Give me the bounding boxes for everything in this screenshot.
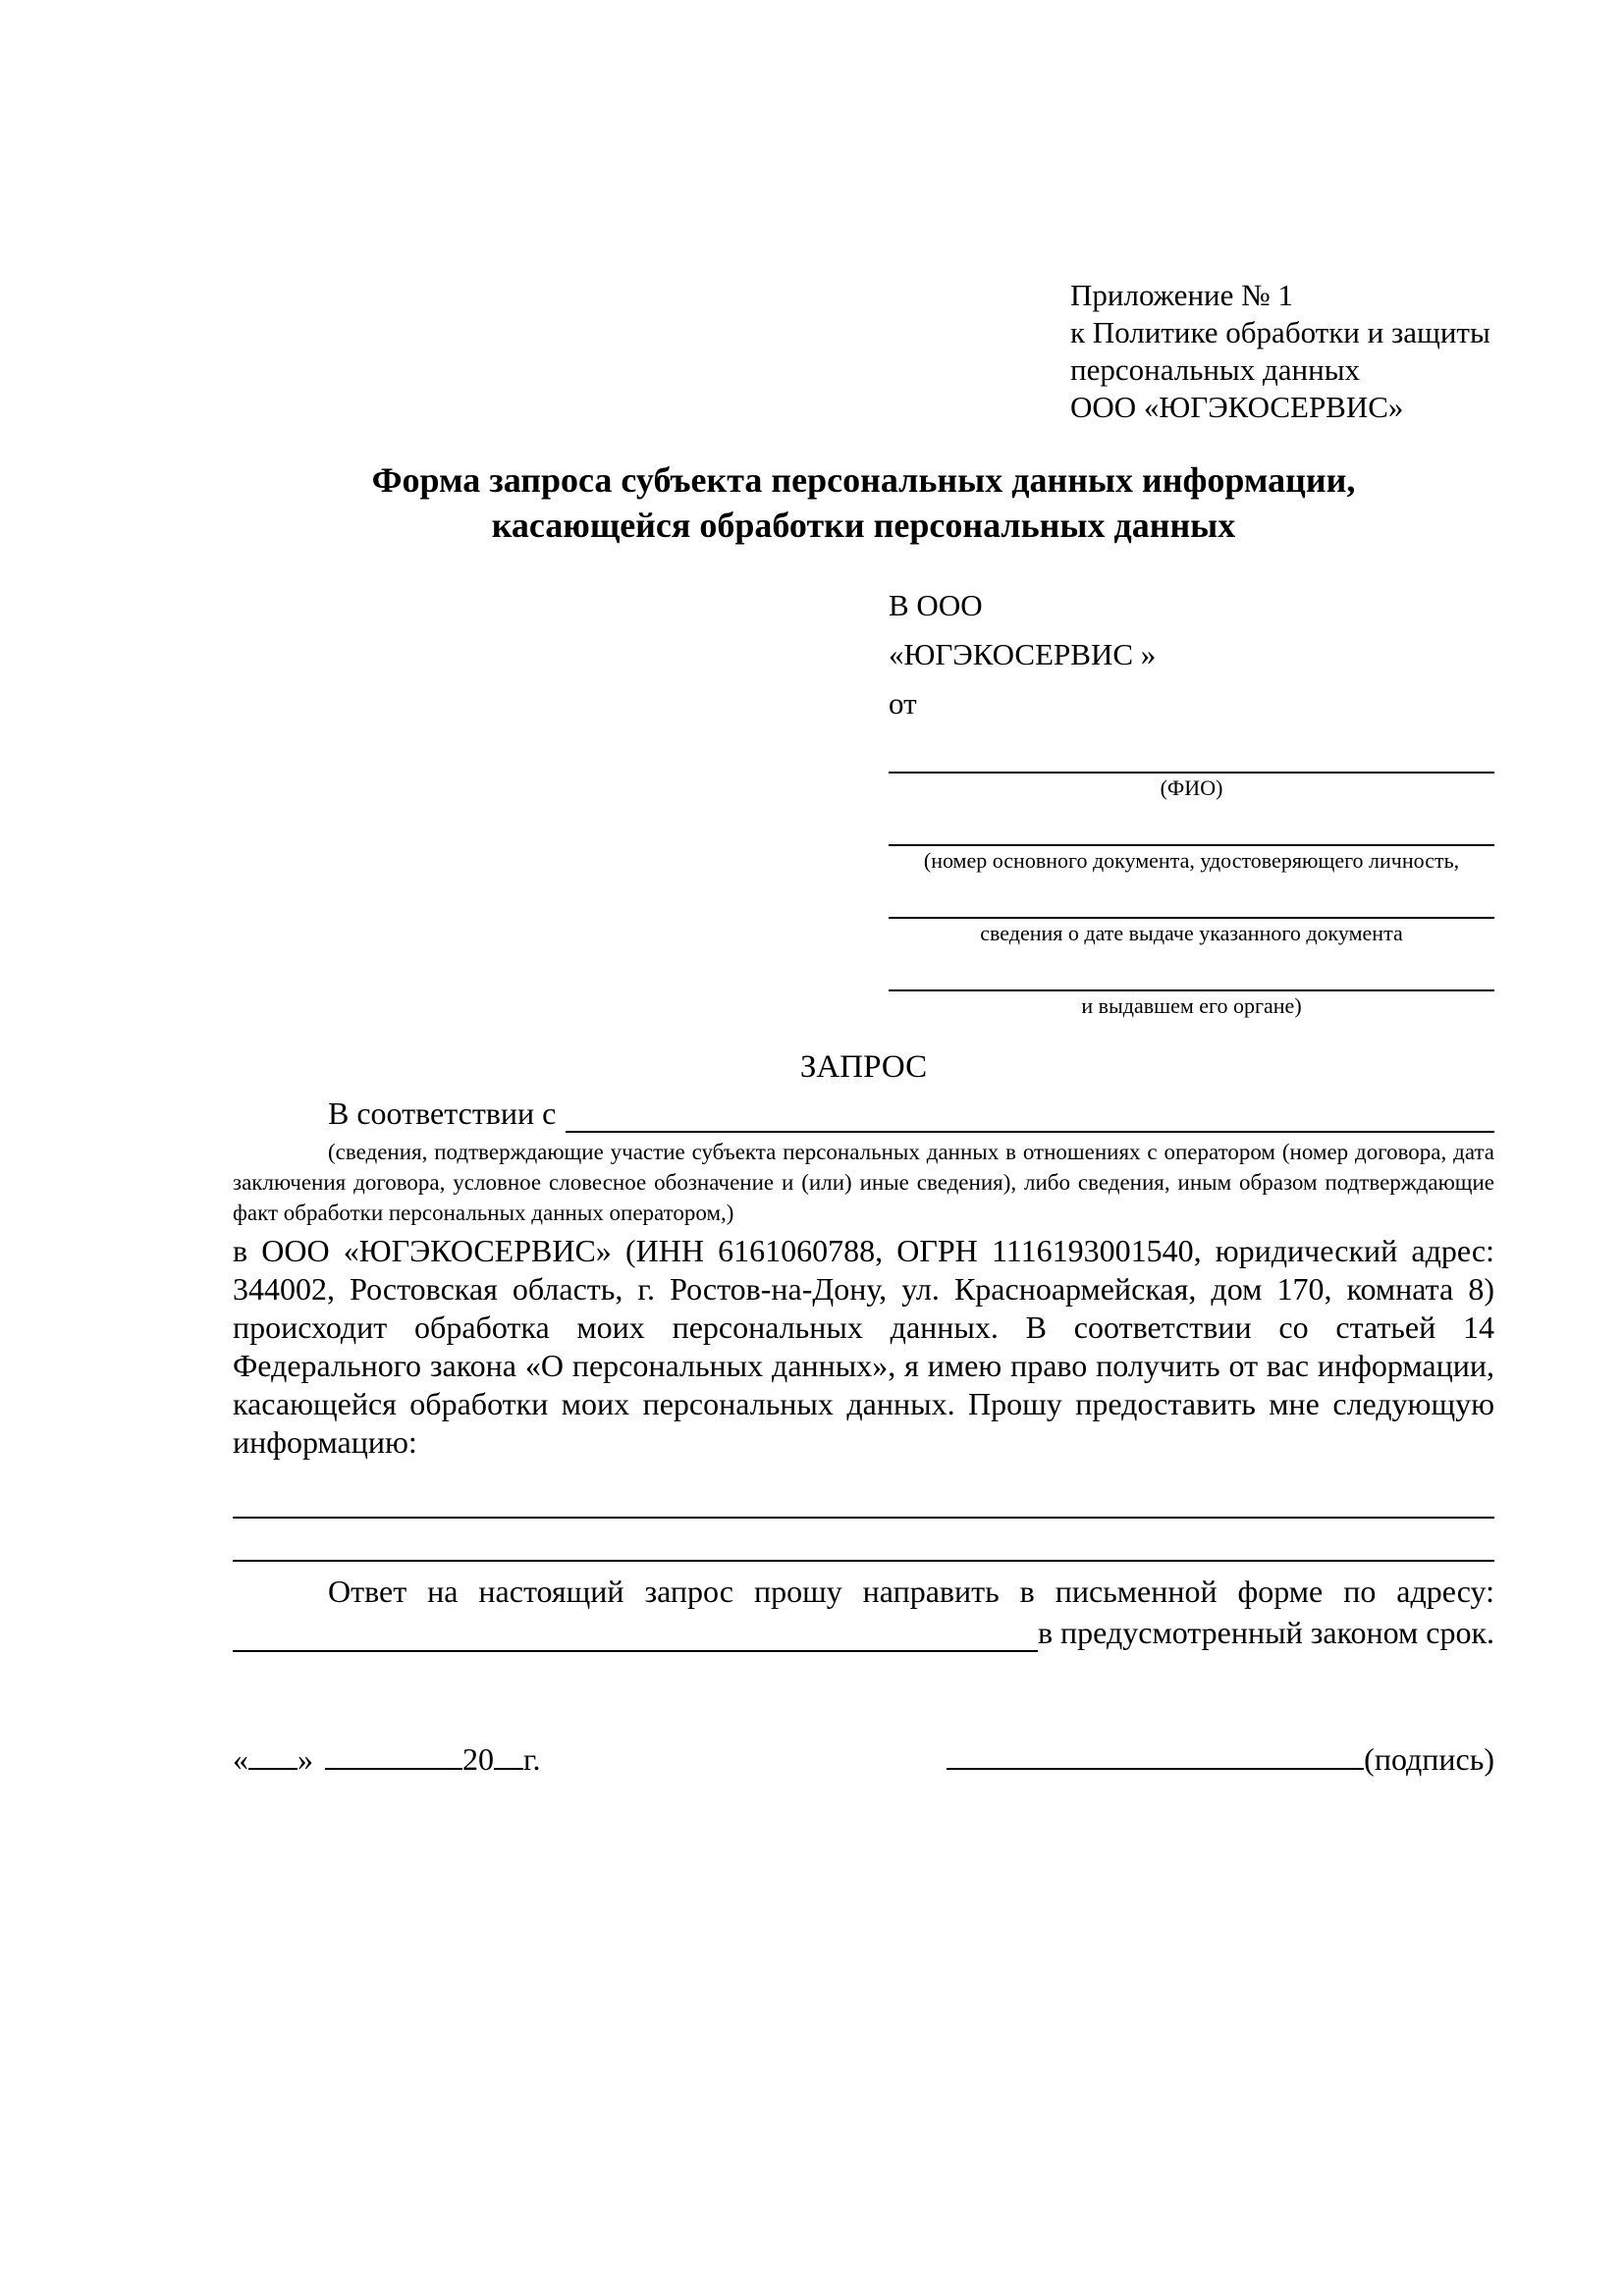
request-heading: ЗАПРОС [799, 1049, 928, 1085]
request-body: в ООО «ЮГЭКОСЕРВИС» (ИНН 6161060788, ОГРН 1116193001540, юридический адрес: 344002, Ростовская область, г. Ростов-на-Дону, ул. Красноармейская, дом 170, комната 8) происходит обработка моих персональных данных. В соответствии со статьей 14 Федерального закона «О персональных данных», я имею право получить от вас информации, касающейся обработки моих персональных данных. Прошу предоставить мне следующую информацию: [233, 1233, 1494, 1460]
request-note: (сведения, подтверждающие участие субъекта персональных данных в отношениях с оператором (номер договора, дата заключения договора, условное словесное обозначение и (или) иные сведения), либо сведения, иным образом подтверждающие факт обработки персональных данных оператором,) [233, 1140, 1494, 1225]
footer-row [233, 1738, 1494, 1779]
document-number-blank-line [889, 844, 1494, 846]
addressee-from-label: от [889, 686, 917, 721]
fio-caption: (ФИО) [1160, 775, 1223, 800]
date-year-suffix: г. [523, 1741, 541, 1777]
issue-date-caption: сведения о дате выдаче указанного документа [980, 921, 1403, 945]
appendix-line: к Политике обработки и защиты [1070, 315, 1490, 349]
date-quote-open: « [233, 1741, 248, 1777]
appendix-line: ООО «ЮГЭКОСЕРВИС» [1070, 390, 1404, 424]
basis-blank-line [566, 1131, 1494, 1133]
request-intro-row [233, 1094, 1494, 1133]
information-blank-line-2 [233, 1560, 1494, 1562]
signature-blank-line [947, 1738, 1364, 1770]
addressee-org-line2: «ЮГЭКОСЕРВИС » [889, 637, 1157, 671]
address-blank-line [233, 1650, 1038, 1652]
document-title-line1: Форма запроса субъекта персональных данных информации, [371, 460, 1356, 500]
appendix-line: персональных данных [1070, 352, 1361, 387]
date-year-prefix: 20 [462, 1741, 494, 1777]
issuing-authority-caption: и выдавшем его органе) [1081, 993, 1302, 1018]
document-content [233, 277, 1494, 1779]
date-quote-close: » [298, 1741, 313, 1777]
information-blank-line-1 [233, 1517, 1494, 1519]
signature-group [947, 1738, 1494, 1779]
date-day-blank [248, 1738, 298, 1770]
issue-date-blank-line [889, 917, 1494, 919]
document-title-line2: касающейся обработки персональных данных [491, 506, 1236, 545]
date-year-blank [494, 1738, 523, 1770]
appendix-block [1070, 277, 1494, 426]
addressee-block [889, 581, 1494, 1019]
fio-blank-line [889, 772, 1494, 774]
document-number-caption: (номер основного документа, удостоверяющего личность, [923, 848, 1460, 873]
date-group [233, 1738, 541, 1779]
issuing-authority-blank-line [889, 989, 1494, 991]
reply-instruction: Ответ на настоящий запрос прошу направить в письменной форме по адресу: [328, 1574, 1494, 1609]
appendix-line: Приложение № 1 [1070, 278, 1293, 312]
field-fio [889, 772, 1494, 801]
field-issuing-authority [889, 989, 1494, 1019]
field-issue-date [889, 917, 1494, 946]
reply-suffix: в предусмотренный законом срок. [1037, 1615, 1494, 1650]
addressee-org-line1: В ООО [889, 588, 983, 622]
request-intro-label: В соответствии с [328, 1095, 557, 1131]
document-title [233, 457, 1494, 548]
reply-address-row [233, 1613, 1494, 1652]
date-month-blank [325, 1738, 462, 1770]
field-document-number [889, 844, 1494, 874]
signature-caption: (подпись) [1364, 1741, 1494, 1777]
